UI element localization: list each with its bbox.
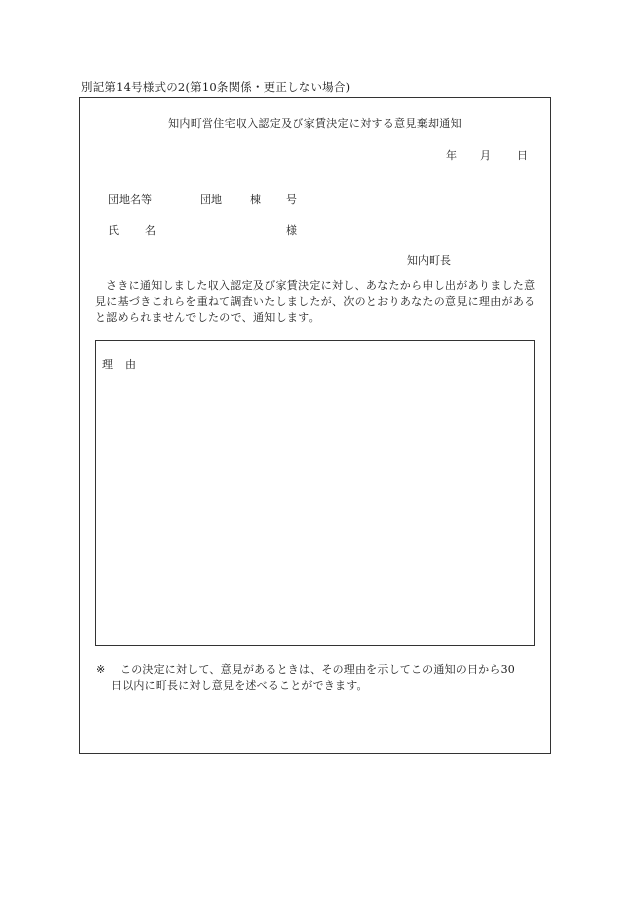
reason-label (102, 356, 136, 372)
reason-char-1: 理 (102, 358, 113, 371)
document-title: 知内町営住宅収入認定及び家賃決定に対する意見棄却通知 (168, 117, 462, 130)
date-year-label: 年 (446, 149, 457, 162)
note-mark: ※ (96, 663, 106, 676)
date-day-label: 日 (517, 149, 528, 162)
honorific-label: 様 (286, 224, 297, 237)
note-line-2: 日以内に町長に対し意見を述べることができます。 (111, 679, 368, 692)
danchi-name-label: 団地名等 (108, 193, 152, 206)
danchi-suffix-label: 団地 (200, 193, 222, 206)
room-number-label: 号 (286, 193, 297, 206)
reason-char-2: 由 (125, 358, 136, 371)
sender-label: 知内町長 (407, 254, 451, 267)
note-line-1: この決定に対して、意見があるときは、その理由を示してこの通知の日から30 (120, 663, 515, 676)
recipient-name-label (108, 222, 156, 238)
name-char-1: 氏 (108, 224, 119, 237)
name-char-2: 名 (145, 224, 156, 237)
notice-body-text: さきに通知しました収入認定及び家賃決定に対し、あなたから申し出がありました意見に基づきこれらを重ねて調査いたしましたが、次のとおりあなたの意見に理由があると認められませんでしたので、通知します。 (95, 279, 536, 324)
form-number-label: 別記第14号様式の2(第10条関係・更正しない場合) (81, 80, 351, 94)
date-month-label: 月 (480, 149, 491, 162)
notice-frame (79, 97, 551, 754)
building-label: 棟 (250, 193, 261, 206)
reason-box (95, 340, 535, 646)
